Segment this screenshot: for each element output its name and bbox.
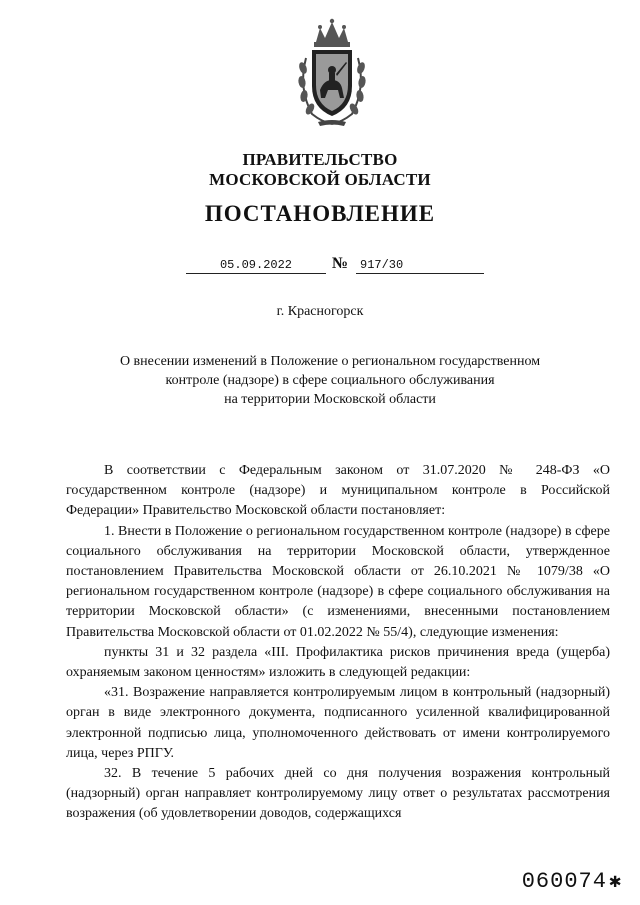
org-name-line-1: ПРАВИТЕЛЬСТВО bbox=[242, 150, 398, 169]
subject-line-2: контроле (надзоре) в сфере социального обслуживания bbox=[165, 373, 495, 388]
document-type-title: ПОСТАНОВЛЕНИЕ bbox=[204, 201, 436, 226]
body-paragraph: 32. В течение 5 рабочих дней со дня получения возражения контрольный (надзорный) орган направляет контролируемому лицу ответ о результатах рассмотрения возражения (об удовлетворении доводов, содержащихся bbox=[66, 766, 610, 822]
registration-date: 05.09.2022 bbox=[186, 258, 326, 274]
document-subject bbox=[90, 352, 570, 409]
body-paragraph: «31. Возражение направляется контролируемым лицом в контрольный (надзорный) орган в виде электронного документа, подписанного усиленной квалифицированной электронной подписью лица, уполномоченного действовать от имени контролируемого лица, через РПГУ. bbox=[66, 685, 610, 761]
document-body bbox=[66, 461, 610, 825]
serial-digits: 060074 bbox=[521, 869, 607, 894]
subject-line-3: на территории Московской области bbox=[224, 392, 436, 407]
registration-number: 917/30 bbox=[356, 258, 484, 274]
body-paragraph: 1. Внести в Положение о региональном государственном контроле (надзоре) в сфере социального обслуживания на территории Московской области, утвержденное постановлением Правительства Московской области от 26.10.2021 № 1079/38 «О региональном государственном контроле (надзоре) в сфере социального обслуживания на территории Московской области» (с изменениями, внесенными постановлением Правительства Московской области от 01.02.2022 № 55/4), следующие изменения: bbox=[66, 523, 610, 640]
registration-line bbox=[186, 255, 496, 276]
org-name-line-2: МОСКОВСКОЙ ОБЛАСТИ bbox=[209, 170, 431, 189]
body-paragraph: пункты 31 и 32 раздела «III. Профилактика рисков причинения вреда (ущерба) охраняемым законом ценностям» изложить в следующей редакции: bbox=[66, 644, 610, 681]
body-paragraph: В соответствии с Федеральным законом от 31.07.2020 № 248-ФЗ «О государственном контроле (надзоре) и муниципальном контроле в Российской Федерации» Правительство Московской области постановляет: bbox=[66, 463, 610, 519]
serial-mark-icon: ✱ bbox=[608, 871, 622, 894]
subject-line-1: О внесении изменений в Положение о региональном государственном bbox=[119, 354, 541, 369]
moscow-oblast-coat-of-arms-icon bbox=[294, 18, 370, 130]
city-name: г. Красногорск bbox=[276, 304, 364, 319]
form-serial-number bbox=[522, 868, 622, 894]
registration-number-label: № bbox=[332, 255, 349, 272]
